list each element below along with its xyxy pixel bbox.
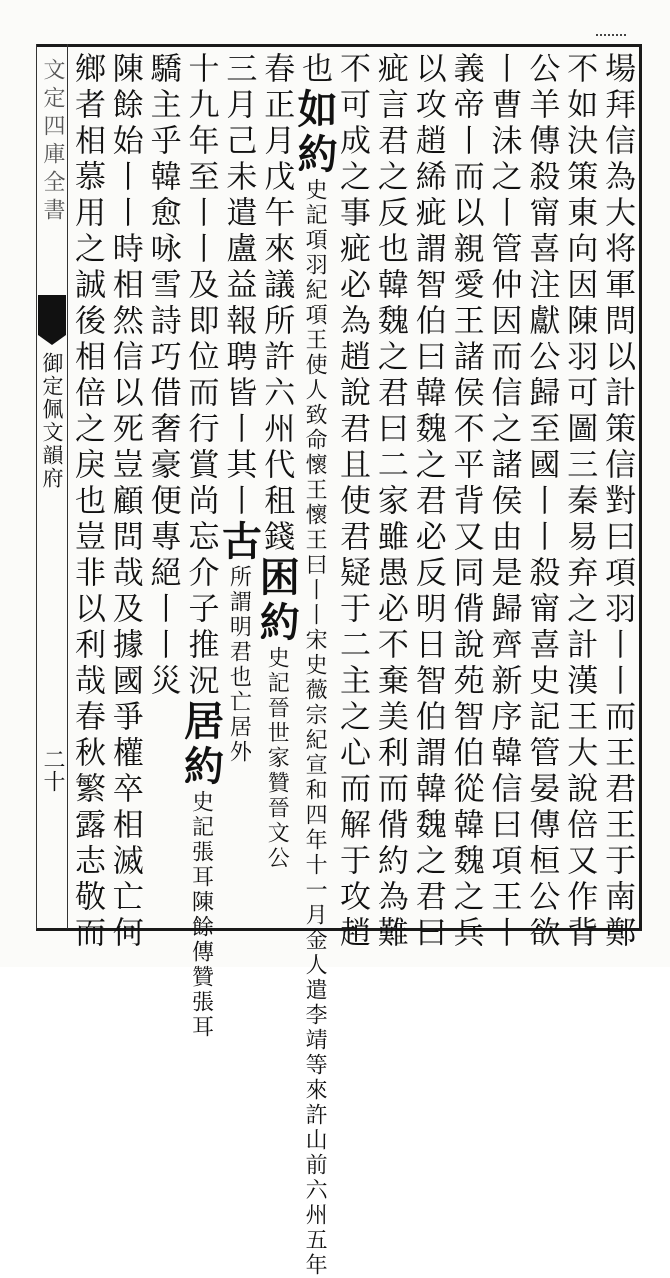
body-text: 義帝丨而以親愛王諸侯不平背又同偝說苑智伯從韓魏之兵 xyxy=(447,52,484,952)
body-text: 場拜信為大将軍問以計策信對曰項羽丨丨而王君王于南鄭 xyxy=(599,52,636,952)
body-text: 春正月戊午來議所許六州代租錢 xyxy=(258,52,295,556)
annotation-text: 史記張耳陳餘傳贊張耳 xyxy=(188,790,214,1040)
frame-top-border xyxy=(36,44,642,47)
margin-page-number: 二十 xyxy=(40,748,65,792)
body-text: 丨曹沬之丨管仲因而信之諸侯由是歸齊新序韓信曰項王丨 xyxy=(485,52,522,952)
body-text: 不如決策東向因陳羽可圖三秦易弃之計漢王大說倍又作背 xyxy=(561,52,598,952)
annotation-text: 史記晉世家贊晉文公 xyxy=(264,646,290,871)
body-text: 疵言君之反也韓魏之君曰二家雖愚必不棄美利而偝約為難 xyxy=(371,52,408,952)
text-column xyxy=(143,52,183,922)
body-text: 驕主乎韓愈咏雪詩巧借奢豪便專絕丨丨災 xyxy=(144,52,181,700)
headword: 如約 xyxy=(291,88,339,178)
text-column xyxy=(446,52,486,952)
body-text: 三月己未遣盧益報聘皆丨其丨 xyxy=(220,52,257,520)
annotation-text: 所謂明君也亡居外 xyxy=(226,565,252,765)
annotation-text: 史記項羽紀項王使人致命懷王懷王曰丨丨宋史薇宗紀宣和四年十一月金人遣李靖等來許山前六州五年 xyxy=(302,178,328,1278)
text-column xyxy=(215,52,263,922)
margin-book-title: 御定佩文韻府 xyxy=(40,352,64,490)
text-column xyxy=(483,52,523,952)
frame-right-border xyxy=(639,44,642,929)
headword: 困約 xyxy=(253,556,301,646)
margin-fish-tail-block xyxy=(38,295,66,335)
body-text: 十九年至丨丨及即位而行賞尚忘介子推況 xyxy=(182,52,219,700)
text-column xyxy=(408,52,448,952)
body-text: 鄉者相慕用之誠後相倍之戾也豈非以利哉春秋繁露志敬而 xyxy=(68,52,105,952)
text-column xyxy=(370,52,410,952)
page-edge-mark xyxy=(596,34,626,36)
text-columns xyxy=(68,52,636,1278)
text-column xyxy=(521,52,561,952)
margin-collection-title: 文定四庫全書 xyxy=(40,58,65,226)
text-column xyxy=(67,52,107,952)
body-text: 公羊傳殺甯喜注獻公歸至國丨丨殺甯喜史記管晏傳桓公欲 xyxy=(523,52,560,952)
text-column xyxy=(253,52,301,922)
text-column xyxy=(105,52,145,952)
body-text: 也 xyxy=(296,52,333,88)
text-column xyxy=(332,52,372,952)
headword: 居約 xyxy=(177,700,225,790)
margin-fish-tail-icon xyxy=(38,335,66,345)
text-column xyxy=(291,52,339,1278)
body-text: 陳餘始丨丨時相然信以死豈顧問哉及據國爭權卒相滅亡何 xyxy=(106,52,143,952)
headword: 古 xyxy=(215,520,263,565)
body-text: 以攻趙絺疵謂智伯曰韓魏之君必反明日智伯謂韓魏之君曰 xyxy=(409,52,446,952)
body-text: 不可成之事疵必為趙說君且使君疑于二主之心而解于攻趙 xyxy=(334,52,370,952)
text-column xyxy=(597,52,637,952)
text-column xyxy=(559,52,599,952)
text-column xyxy=(177,52,225,1040)
